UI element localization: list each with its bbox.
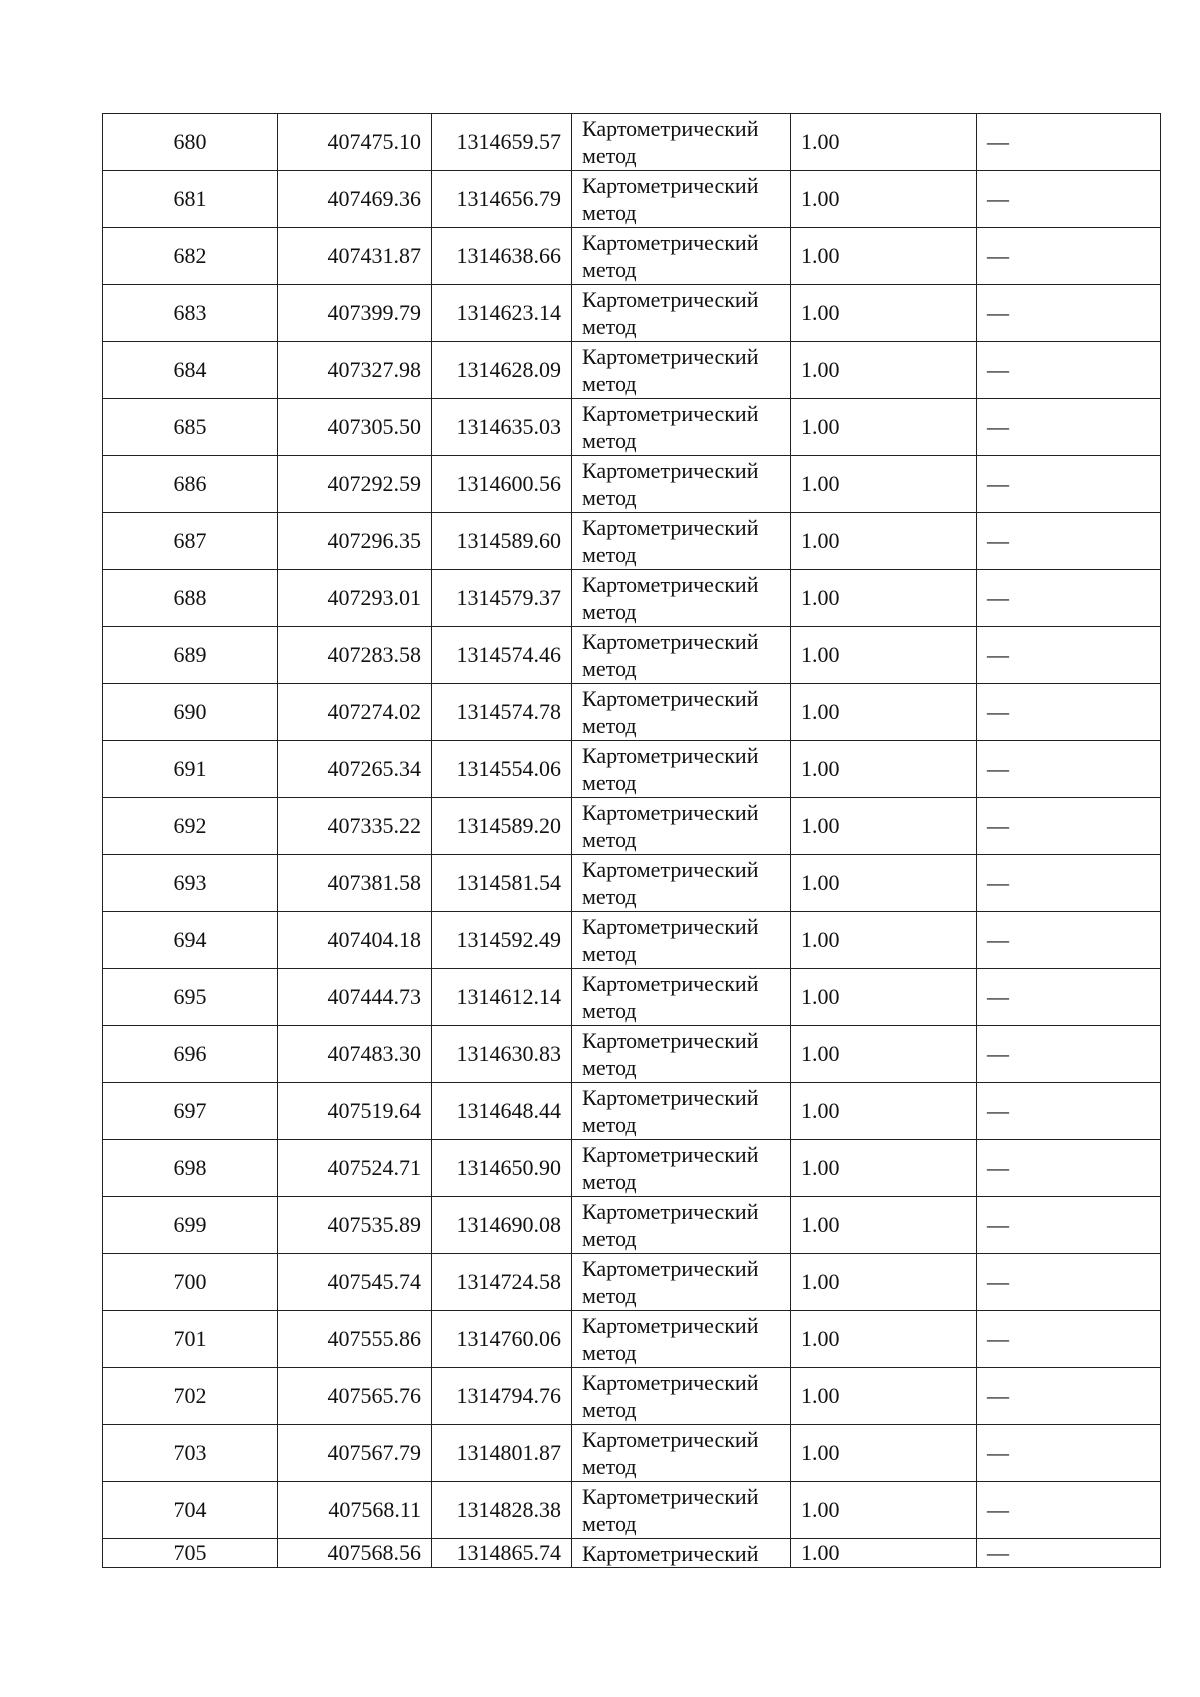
method-label-line1: Картометрический [582,800,759,825]
point-number-cell: 689 [103,627,278,684]
point-number-cell: 690 [103,684,278,741]
description-cell: — [977,1311,1161,1368]
method-cell [572,228,791,285]
method-label-line2: метод [582,599,637,624]
description-cell: — [977,855,1161,912]
method-label-line2: метод [582,1112,637,1137]
table-row [103,969,1161,1026]
table-row [103,342,1161,399]
point-number-cell: 699 [103,1197,278,1254]
y-coordinate-cell: 1314794.76 [432,1368,572,1425]
y-coordinate-cell: 1314648.44 [432,1083,572,1140]
method-cell [572,1197,791,1254]
method-label-line2: метод [582,713,637,738]
point-number-cell: 701 [103,1311,278,1368]
y-coordinate-cell: 1314574.46 [432,627,572,684]
x-coordinate-cell: 407283.58 [278,627,432,684]
table-row [103,798,1161,855]
description-cell: — [977,1083,1161,1140]
method-label-line1: Картометрический [582,857,759,882]
method-cell [572,285,791,342]
method-label-line2: метод [582,884,637,909]
table-row [103,456,1161,513]
point-number-cell: 680 [103,114,278,171]
method-cell [572,1539,791,1568]
table-row [103,741,1161,798]
y-coordinate-cell: 1314865.74 [432,1539,572,1568]
description-cell: — [977,342,1161,399]
method-label-line2: метод [582,1283,637,1308]
method-label-line2: метод [582,143,637,168]
accuracy-cell: 1.00 [791,741,977,798]
method-label-line1: Картометрический [582,401,759,426]
point-number-cell: 685 [103,399,278,456]
method-label-line2: метод [582,941,637,966]
x-coordinate-cell: 407327.98 [278,342,432,399]
table-row [103,114,1161,171]
accuracy-cell: 1.00 [791,1254,977,1311]
method-label-line2: метод [582,827,637,852]
point-number-cell: 704 [103,1482,278,1539]
table-row [103,1539,1161,1568]
point-number-cell: 692 [103,798,278,855]
method-label-line2: метод [582,542,637,567]
x-coordinate-cell: 407568.56 [278,1539,432,1568]
x-coordinate-cell: 407565.76 [278,1368,432,1425]
point-number-cell: 683 [103,285,278,342]
method-cell [572,171,791,228]
x-coordinate-cell: 407381.58 [278,855,432,912]
description-cell: — [977,570,1161,627]
x-coordinate-cell: 407404.18 [278,912,432,969]
point-number-cell: 687 [103,513,278,570]
y-coordinate-cell: 1314638.66 [432,228,572,285]
table-row [103,399,1161,456]
table-row [103,1425,1161,1482]
y-coordinate-cell: 1314628.09 [432,342,572,399]
method-label-line2: метод [582,257,637,282]
method-cell [572,684,791,741]
method-label-line1: Картометрический [582,515,759,540]
accuracy-cell: 1.00 [791,570,977,627]
x-coordinate-cell: 407545.74 [278,1254,432,1311]
point-number-cell: 691 [103,741,278,798]
accuracy-cell: 1.00 [791,399,977,456]
x-coordinate-cell: 407567.79 [278,1425,432,1482]
table-row [103,627,1161,684]
description-cell: — [977,1140,1161,1197]
y-coordinate-cell: 1314579.37 [432,570,572,627]
description-cell: — [977,1197,1161,1254]
method-cell [572,1083,791,1140]
method-label: Картометрический [582,1540,759,1566]
method-label-line2: метод [582,1511,637,1536]
x-coordinate-cell: 407555.86 [278,1311,432,1368]
y-coordinate-cell: 1314801.87 [432,1425,572,1482]
method-cell [572,342,791,399]
point-number-cell: 682 [103,228,278,285]
x-coordinate-cell: 407293.01 [278,570,432,627]
table-row [103,1482,1161,1539]
accuracy-cell: 1.00 [791,342,977,399]
method-label-line2: метод [582,770,637,795]
x-coordinate-cell: 407296.35 [278,513,432,570]
method-label-line1: Картометрический [582,458,759,483]
method-label-line2: метод [582,314,637,339]
y-coordinate-cell: 1314760.06 [432,1311,572,1368]
description-cell: — [977,285,1161,342]
y-coordinate-cell: 1314581.54 [432,855,572,912]
point-number-cell: 700 [103,1254,278,1311]
table-row [103,1140,1161,1197]
y-coordinate-cell: 1314592.49 [432,912,572,969]
coordinates-table-body [103,114,1161,1568]
method-cell [572,912,791,969]
method-label-line2: метод [582,1226,637,1251]
accuracy-cell: 1.00 [791,1140,977,1197]
point-number-cell: 697 [103,1083,278,1140]
accuracy-cell: 1.00 [791,684,977,741]
description-cell: — [977,171,1161,228]
table-row [103,285,1161,342]
x-coordinate-cell: 407519.64 [278,1083,432,1140]
table-row [103,513,1161,570]
method-label-line1: Картометрический [582,116,759,141]
method-label-line2: метод [582,371,637,396]
method-label-line1: Картометрический [582,629,759,654]
method-cell [572,741,791,798]
method-cell [572,513,791,570]
description-cell: — [977,1482,1161,1539]
method-cell [572,855,791,912]
method-label-line1: Картометрический [582,1199,759,1224]
method-label-line1: Картометрический [582,287,759,312]
method-label-line1: Картометрический [582,1085,759,1110]
table-row [103,1197,1161,1254]
point-number-cell: 705 [103,1539,278,1568]
description-cell: — [977,513,1161,570]
method-label-line1: Картометрический [582,230,759,255]
table-row [103,855,1161,912]
description-cell: — [977,1254,1161,1311]
accuracy-cell: 1.00 [791,1197,977,1254]
method-label-line1: Картометрический [582,914,759,939]
y-coordinate-cell: 1314623.14 [432,285,572,342]
method-label-line1: Картометрический [582,1370,759,1395]
x-coordinate-cell: 407568.11 [278,1482,432,1539]
description-cell: — [977,1539,1161,1568]
method-cell [572,1254,791,1311]
x-coordinate-cell: 407431.87 [278,228,432,285]
description-cell: — [977,912,1161,969]
accuracy-cell: 1.00 [791,969,977,1026]
y-coordinate-cell: 1314630.83 [432,1026,572,1083]
accuracy-cell: 1.00 [791,228,977,285]
point-number-cell: 688 [103,570,278,627]
accuracy-cell: 1.00 [791,513,977,570]
point-number-cell: 686 [103,456,278,513]
x-coordinate-cell: 407524.71 [278,1140,432,1197]
method-cell [572,1482,791,1539]
x-coordinate-cell: 407305.50 [278,399,432,456]
y-coordinate-cell: 1314635.03 [432,399,572,456]
table-row [103,1026,1161,1083]
description-cell: — [977,456,1161,513]
method-label-line1: Картометрический [582,1256,759,1281]
method-label-line1: Картометрический [582,173,759,198]
method-label-line2: метод [582,1454,637,1479]
method-label-line1: Картометрический [582,344,759,369]
x-coordinate-cell: 407469.36 [278,171,432,228]
accuracy-cell: 1.00 [791,1311,977,1368]
method-label-line1: Картометрический [582,971,759,996]
description-cell: — [977,741,1161,798]
method-cell [572,1311,791,1368]
accuracy-cell: 1.00 [791,855,977,912]
point-number-cell: 698 [103,1140,278,1197]
point-number-cell: 694 [103,912,278,969]
accuracy-cell: 1.00 [791,114,977,171]
method-label-line2: метод [582,998,637,1023]
x-coordinate-cell: 407335.22 [278,798,432,855]
point-number-cell: 703 [103,1425,278,1482]
description-cell: — [977,114,1161,171]
table-row [103,1311,1161,1368]
description-cell: — [977,798,1161,855]
y-coordinate-cell: 1314656.79 [432,171,572,228]
method-cell [572,798,791,855]
x-coordinate-cell: 407292.59 [278,456,432,513]
description-cell: — [977,627,1161,684]
method-label-line1: Картометрический [582,743,759,768]
y-coordinate-cell: 1314589.20 [432,798,572,855]
description-cell: — [977,1026,1161,1083]
point-number-cell: 681 [103,171,278,228]
y-coordinate-cell: 1314600.56 [432,456,572,513]
table-row [103,684,1161,741]
method-label-line2: метод [582,485,637,510]
x-coordinate-cell: 407274.02 [278,684,432,741]
method-cell [572,399,791,456]
method-cell [572,1368,791,1425]
table-row [103,228,1161,285]
method-label-line1: Картометрический [582,1028,759,1053]
method-cell [572,1425,791,1482]
x-coordinate-cell: 407444.73 [278,969,432,1026]
y-coordinate-cell: 1314612.14 [432,969,572,1026]
table-row [103,171,1161,228]
description-cell: — [977,684,1161,741]
description-cell: — [977,1425,1161,1482]
method-label-line2: метод [582,1169,637,1194]
table-row [103,1083,1161,1140]
description-cell: — [977,228,1161,285]
accuracy-cell: 1.00 [791,798,977,855]
x-coordinate-cell: 407265.34 [278,741,432,798]
method-label-line1: Картометрический [582,572,759,597]
method-label-line1: Картометрический [582,1484,759,1509]
accuracy-cell: 1.00 [791,171,977,228]
accuracy-cell: 1.00 [791,285,977,342]
method-label-line2: метод [582,656,637,681]
x-coordinate-cell: 407475.10 [278,114,432,171]
description-cell: — [977,399,1161,456]
y-coordinate-cell: 1314589.60 [432,513,572,570]
method-cell [572,456,791,513]
table-row [103,570,1161,627]
method-label-line2: метод [582,1340,637,1365]
method-cell [572,114,791,171]
x-coordinate-cell: 407535.89 [278,1197,432,1254]
description-cell: — [977,1368,1161,1425]
coordinates-table [102,113,1161,1568]
accuracy-cell: 1.00 [791,1368,977,1425]
method-cell [572,570,791,627]
point-number-cell: 702 [103,1368,278,1425]
accuracy-cell: 1.00 [791,1425,977,1482]
method-label-line1: Картометрический [582,686,759,711]
method-label-line2: метод [582,200,637,225]
y-coordinate-cell: 1314650.90 [432,1140,572,1197]
y-coordinate-cell: 1314554.06 [432,741,572,798]
accuracy-cell: 1.00 [791,1539,977,1568]
method-cell [572,1140,791,1197]
method-label-line2: метод [582,1055,637,1080]
y-coordinate-cell: 1314574.78 [432,684,572,741]
x-coordinate-cell: 407483.30 [278,1026,432,1083]
accuracy-cell: 1.00 [791,1083,977,1140]
table-row [103,1368,1161,1425]
y-coordinate-cell: 1314828.38 [432,1482,572,1539]
method-label-line1: Картометрический [582,1313,759,1338]
y-coordinate-cell: 1314690.08 [432,1197,572,1254]
x-coordinate-cell: 407399.79 [278,285,432,342]
table-row [103,1254,1161,1311]
point-number-cell: 695 [103,969,278,1026]
accuracy-cell: 1.00 [791,1026,977,1083]
accuracy-cell: 1.00 [791,912,977,969]
description-cell: — [977,969,1161,1026]
point-number-cell: 696 [103,1026,278,1083]
method-label-line1: Картометрический [582,1142,759,1167]
method-cell [572,627,791,684]
method-label-line2: метод [582,428,637,453]
table-row [103,912,1161,969]
method-label-line1: Картометрический [582,1427,759,1452]
method-cell [572,1026,791,1083]
point-number-cell: 693 [103,855,278,912]
y-coordinate-cell: 1314659.57 [432,114,572,171]
method-cell [572,969,791,1026]
accuracy-cell: 1.00 [791,627,977,684]
accuracy-cell: 1.00 [791,456,977,513]
y-coordinate-cell: 1314724.58 [432,1254,572,1311]
accuracy-cell: 1.00 [791,1482,977,1539]
method-label-line2: метод [582,1397,637,1422]
point-number-cell: 684 [103,342,278,399]
